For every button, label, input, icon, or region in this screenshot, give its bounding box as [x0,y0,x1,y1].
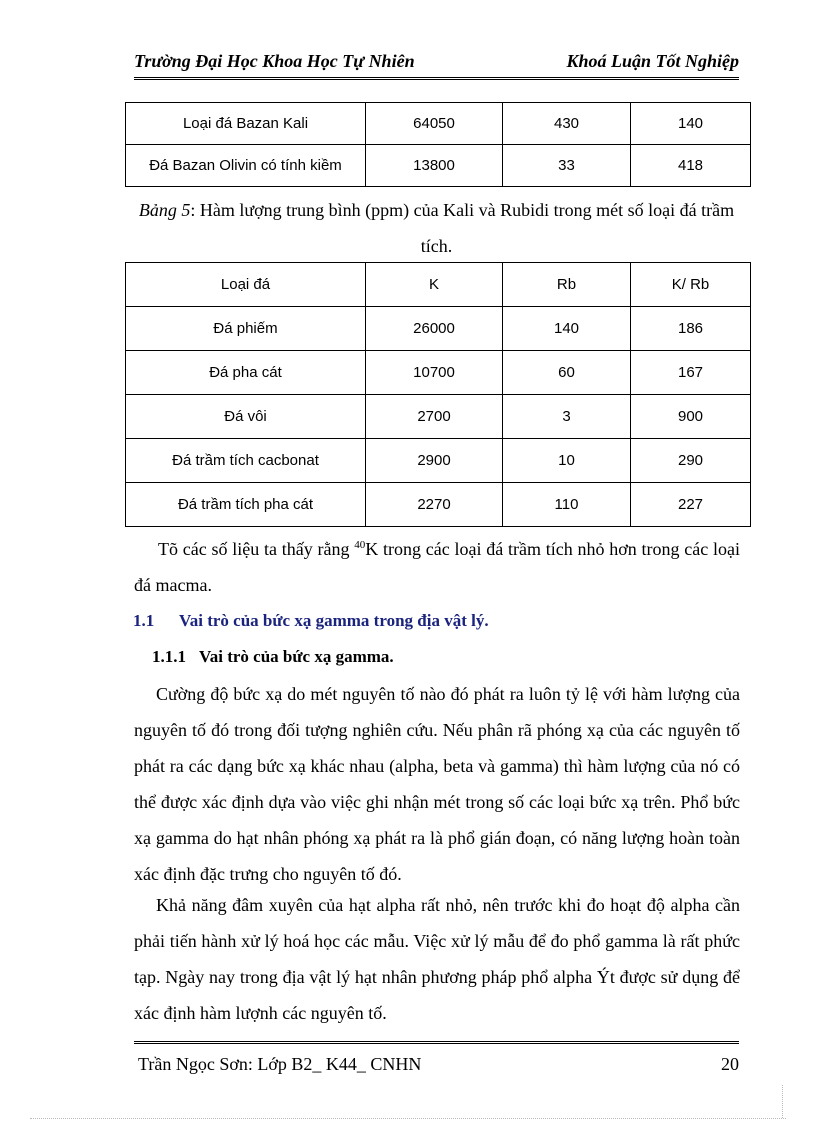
table-cell: 2900 [366,439,503,483]
table-row [126,395,751,439]
table-cell: 33 [503,145,631,187]
rock-table-igneous-continued [125,102,751,187]
table-caption-label: Bảng 5 [138,200,191,220]
table-cell: 418 [631,145,751,187]
header-school: Trường Đại Học Khoa Học Tự Nhiên [134,51,415,71]
table-caption-text: : Hàm lượng trung bình (ppm) của Kali và Rubidi trong mét số loại đá trầm tích. [190,200,735,256]
table-cell: 10 [503,439,631,483]
page-footer [134,1041,739,1078]
table-header-cell: K [366,263,503,307]
table-header-cell: Loại đá [126,263,366,307]
page-boundary-rule [30,1118,786,1119]
section-heading [133,611,489,631]
table-cell: 26000 [366,307,503,351]
paragraph-alpha-penetration: Khả năng đâm xuyên của hạt alpha rất nhỏ, nên trước khi đo hoạt độ alpha cần phải tiến hành xử lý hoá học các mẫu. Việc xử lý mẫu để đo phổ gamma là rất phức tạp. Ngày nay trong địa vật lý hạt nhân phương pháp phổ alpha Ýt được sử dụng để xác định hàm lượnh các nguyên tố. [134,895,740,1023]
table-cell: 110 [503,483,631,527]
table-cell: Đá trầm tích cacbonat [126,439,366,483]
table-row [126,439,751,483]
isotope-superscript: 40 [354,539,366,551]
table-header-cell: K/ Rb [631,263,751,307]
table-cell: Đá pha cát [126,351,366,395]
table-cell: 2270 [366,483,503,527]
section-title: Vai trò của bức xạ gamma trong địa vật lý. [179,611,489,630]
paragraph-text: K trong các loại đá trầm tích nhỏ hơn trong các loại đá macma. [134,539,740,595]
paragraph-gamma-role: Cường độ bức xạ do mét nguyên tố nào đó phát ra luôn tỷ lệ với hàm lượng của nguyên tố đó trong đối tượng nghiên cứu. Nếu phân rã phóng xạ của các nguyên tố phát ra các dạng bức xạ khác nhau (alpha, beta và gamma) thì hàm lượng của nó có thể được xác định dựa vào việc ghi nhận mét trong số các loại bức xạ trên. Phổ bức xạ gamma do hạt nhân phóng xạ phát ra là phổ gián đoạn, có năng lượng hoàn toàn xác định đặc trưng cho nguyên tố đó. [134,684,740,884]
subsection-heading [152,647,394,667]
table-cell: 140 [503,307,631,351]
table-cell: 167 [631,351,751,395]
table-cell: 430 [503,103,631,145]
table-row [126,351,751,395]
footer-author: Trần Ngọc Sơn: Lớp B2_ K44_ CNHN [138,1054,422,1074]
table-row [126,103,751,145]
subsection-title: Vai trò của bức xạ gamma. [199,647,394,666]
table-cell: Đá Bazan Olivin có tính kiềm [126,145,366,187]
table-cell: Loại đá Bazan Kali [126,103,366,145]
table-cell: Đá phiếm [126,307,366,351]
table-cell: 900 [631,395,751,439]
page-boundary-rule-vertical [782,1085,783,1118]
paragraph-text: Tõ các số liệu ta thấy rằng [158,539,355,559]
table-cell: Đá trầm tích pha cát [126,483,366,527]
table-cell: 64050 [366,103,503,145]
table-header-cell: Rb [503,263,631,307]
table-row [126,145,751,187]
page-header [134,51,739,80]
section-number: 1.1 [133,611,155,630]
table-cell: 13800 [366,145,503,187]
table-cell: 186 [631,307,751,351]
table-cell: 10700 [366,351,503,395]
table-cell: 290 [631,439,751,483]
paragraph-sedimentary-conclusion [134,531,740,603]
table-header-row [126,263,751,307]
table-cell: 2700 [366,395,503,439]
page-number: 20 [721,1054,739,1074]
table-cell: 60 [503,351,631,395]
rock-table-sedimentary [125,262,751,527]
table-cell: Đá vôi [126,395,366,439]
subsection-number: 1.1.1 [152,647,186,666]
header-thesis: Khoá Luận Tốt Nghiệp [566,51,739,71]
table-cell: 140 [631,103,751,145]
table-caption [134,192,739,264]
table-cell: 227 [631,483,751,527]
table-row [126,307,751,351]
table-cell: 3 [503,395,631,439]
table-row [126,483,751,527]
